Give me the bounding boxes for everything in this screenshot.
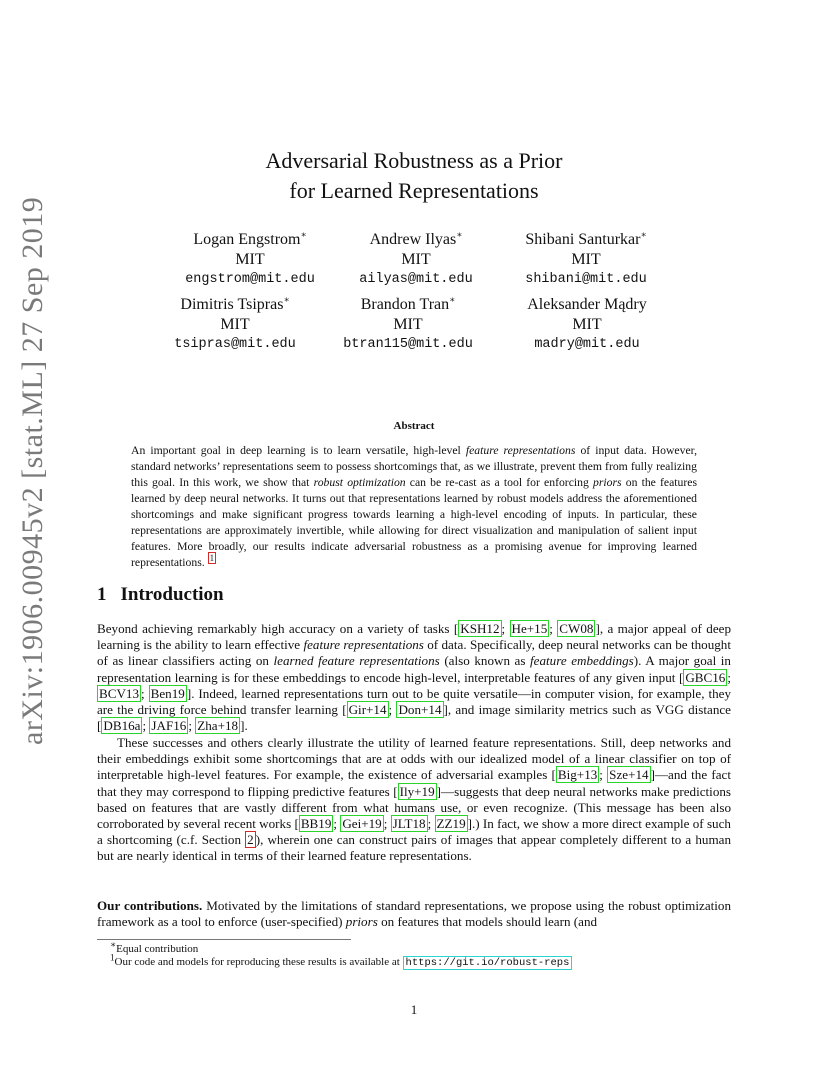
footnote-text: Our code and models for reproducing these results is available at xyxy=(114,956,403,968)
code-url-link[interactable]: https://git.io/robust-reps xyxy=(403,956,573,970)
paragraph-text: of data. Specifically, deep neural networks can be thought of as linear classifiers acting on xyxy=(97,637,731,669)
citation-link[interactable]: Sze+14 xyxy=(609,767,649,783)
abstract-emphasis: feature representations xyxy=(465,444,576,457)
author-block xyxy=(486,230,686,290)
paragraph-text: ), wherein one can construct pairs of images that appear completely different to a human but are nearly identical in terms of their learned feature representations. xyxy=(97,832,731,864)
author-affiliation: MIT xyxy=(220,316,250,333)
author-name: Logan Engstrom xyxy=(193,231,301,248)
author-name: Andrew Ilyas xyxy=(369,231,457,248)
paragraph-text: ). A major goal in representation learning is for these embeddings to encode high-level, interpretable features of any given input [ xyxy=(97,653,731,685)
paragraph-text: ]—and the fact that they may correspond to flipping predictive features [ xyxy=(97,767,731,799)
paragraph-text: ].) In fact, we show a more direct example of such a shortcoming (c.f. Section xyxy=(97,816,731,848)
citation-link[interactable]: ZZ19 xyxy=(436,816,466,832)
author-affiliation: MIT xyxy=(571,251,601,268)
abstract-text: of input data. However, standard networks’ representations seem to possess shortcomings that, as we illustrate, prevent them from fully realizing this goal. In this work, we show that xyxy=(131,444,697,489)
author-block xyxy=(308,295,508,355)
footnote-equal-contribution xyxy=(110,939,199,956)
paragraph-text: ]. xyxy=(240,718,248,734)
footnote-divider xyxy=(97,939,351,940)
paragraph-text: on features that models should learn (and xyxy=(377,914,598,930)
author-affiliation: MIT xyxy=(393,316,423,333)
arxiv-identifier: arXiv:1906.00945v2 [stat.ML] 27 Sep 2019 xyxy=(16,196,49,745)
footnote-text: Equal contribution xyxy=(116,943,199,955)
citation-link[interactable]: KSH12 xyxy=(460,621,500,636)
author-email[interactable]: madry@mit.edu xyxy=(534,337,640,352)
footnote-code xyxy=(110,952,572,970)
author-affiliation: MIT xyxy=(401,251,431,268)
author-block xyxy=(487,295,687,355)
footnote-mark: ∗ xyxy=(110,939,117,950)
paragraph-text: ]. Indeed, learned representations turn out to be quite versatile—in computer vision, for example, they are the driving force behind transfer learning [ xyxy=(97,685,731,718)
abstract-emphasis: robust optimization xyxy=(313,476,406,489)
author-affiliation: MIT xyxy=(235,251,265,268)
equal-contribution-mark: ∗ xyxy=(283,294,290,305)
author-name: Dimitris Tsipras xyxy=(180,296,284,313)
intro-paragraph-2: These successes and others clearly illustrate the utility of learned feature representations. Still, deep networks and their embeddings exhibit some shortcomings that are at odds with our idealized model of a linear classifier on top of interpretable high-level features. For example, the existence of adversarial examples [ Big+13 ; Sze+14 ]—and the fact that they may correspond to flipping predictive features [ Ily+19 ]—suggests that deep neural networks make predictions based on features that are vastly different from what humans use, or even recognize. (This message has been also corroborated by several recent works [ BB19 ; Gei+19 ; JLT18 ; ZZ19 ].) In fact, we show a more direct example of such a shortcoming (c.f. Section 2 ), wherein one can construct pairs of images that appear completely different to a human but are nearly identical in terms of their learned feature representations. xyxy=(97,735,732,864)
equal-contribution-mark: ∗ xyxy=(449,294,456,305)
citation-link[interactable]: BB19 xyxy=(300,816,332,832)
author-affiliation: MIT xyxy=(572,316,602,333)
author-email[interactable]: engstrom@mit.edu xyxy=(185,272,315,287)
author-email[interactable]: tsipras@mit.edu xyxy=(174,337,296,352)
paragraph-text: Motivated by the limitations of standard representations, we propose using the robust optimization framework as a tool to enforce (user-specified) xyxy=(97,898,731,930)
abstract-text: can be re-cast as a tool for enforcing xyxy=(405,476,593,489)
paragraph-text: ], a major appeal of deep learning is the ability to learn effective xyxy=(97,621,731,653)
title-line-1: Adversarial Robustness as a Prior xyxy=(265,148,563,173)
emphasis: learned feature representations xyxy=(273,653,440,669)
contributions-paragraph xyxy=(97,898,731,930)
abstract-emphasis: priors xyxy=(592,476,622,489)
section-link[interactable]: 2 xyxy=(247,832,254,848)
footnote-link[interactable]: 1 xyxy=(209,553,215,564)
author-block xyxy=(135,295,335,355)
citation-link[interactable]: CW08 xyxy=(559,621,594,636)
author-name: Aleksander Mądry xyxy=(527,296,647,313)
abstract-heading: Abstract xyxy=(393,420,435,432)
equal-contribution-mark: ∗ xyxy=(456,229,463,240)
citation-link[interactable]: GBC16 xyxy=(685,669,726,685)
citation-link[interactable]: DB16a xyxy=(103,718,141,734)
title-line-2: for Learned Representations xyxy=(289,178,539,203)
citation-link[interactable]: Big+13 xyxy=(557,767,598,783)
page-number: 1 xyxy=(410,1002,418,1017)
footnote-mark: 1 xyxy=(110,952,115,963)
citation-link[interactable]: Don+14 xyxy=(398,702,442,718)
equal-contribution-mark: ∗ xyxy=(300,229,307,240)
citation-link[interactable]: Gir+14 xyxy=(348,702,387,718)
author-name: Shibani Santurkar xyxy=(525,231,641,248)
author-name: Brandon Tran xyxy=(360,296,450,313)
abstract-text: An important goal in deep learning is to learn versatile, high-level xyxy=(131,444,466,457)
paragraph-lead: Our contributions. xyxy=(97,898,203,913)
intro-paragraph-1: Beyond achieving remarkably high accuracy on a variety of tasks [ KSH12 ; He+15 ; CW08 ], a major appeal of deep learning is the ability to learn effective feature representations of data. Specifically, deep neural networks can be thought of as linear classifiers acting on learned feature representations (also known as feature embeddings). A major goal in representation learning is for these embeddings to encode high-level, interpretable features of any given input [ GBC16 ; BCV13 ; Ben19 ]. Indeed, learned representations turn out to be quite versatile—in computer vision, for example, they are the driving force behind transfer learning [ Gir+14 ; Don+14 ], and image similarity metrics such as VGG distance [ DB16a ; JAF16 ; Zha+18 ]. xyxy=(97,621,731,734)
paragraph-text: Beyond achieving remarkably high accuracy on a variety of tasks [ xyxy=(97,621,459,636)
author-email[interactable]: ailyas@mit.edu xyxy=(359,272,473,287)
paragraph-text: These successes and others clearly illustrate the utility of learned feature representations. Still, deep networks and their embeddings exhibit some shortcomings that are at odds with our idealized model of a linear classifier on top of interpretable high-level features. For example, the existence of adversarial examples [ xyxy=(97,735,731,783)
section-title: Introduction xyxy=(120,584,224,605)
abstract-body xyxy=(131,443,697,571)
citation-link[interactable]: JLT18 xyxy=(392,816,426,832)
paragraph-text: ]—suggests that deep neural networks make predictions based on features that are vastly different from what humans use, or even recognize. (This message has been also corroborated by several recent works [ xyxy=(97,783,732,832)
emphasis: feature embeddings xyxy=(530,653,634,669)
section-number: 1 xyxy=(97,584,107,605)
citation-link[interactable]: JAF16 xyxy=(151,718,187,734)
author-email[interactable]: shibani@mit.edu xyxy=(525,272,647,287)
abstract-text: on the features learned by deep neural networks. It turns out that representations learned by robust models address the aforementioned shortcomings and make significant progress towards learning a high-level encoding of inputs. In particular, these representations are approximately invertible, while allowing for direct visualization and manipulation of salient input features. More broadly, our results indicate adversarial robustness as a promising avenue for improving learned representations. xyxy=(131,476,698,569)
paper-title xyxy=(0,146,828,206)
citation-link[interactable]: BCV13 xyxy=(99,685,140,701)
citation-link[interactable]: Gei+19 xyxy=(342,816,382,832)
equal-contribution-mark: ∗ xyxy=(640,229,647,240)
author-email[interactable]: btran115@mit.edu xyxy=(343,337,473,352)
citation-link[interactable]: Ben19 xyxy=(150,685,185,701)
citation-link[interactable]: Zha+18 xyxy=(197,718,239,734)
paragraph-text: ], and image similarity metrics such as VGG distance [ xyxy=(97,702,731,734)
section-heading xyxy=(97,584,224,606)
citation-link[interactable]: Ily+19 xyxy=(399,783,435,799)
emphasis: priors xyxy=(345,914,378,930)
emphasis: feature representations xyxy=(303,637,424,653)
citation-link[interactable]: He+15 xyxy=(511,621,548,636)
paragraph-text: (also known as xyxy=(439,653,531,669)
